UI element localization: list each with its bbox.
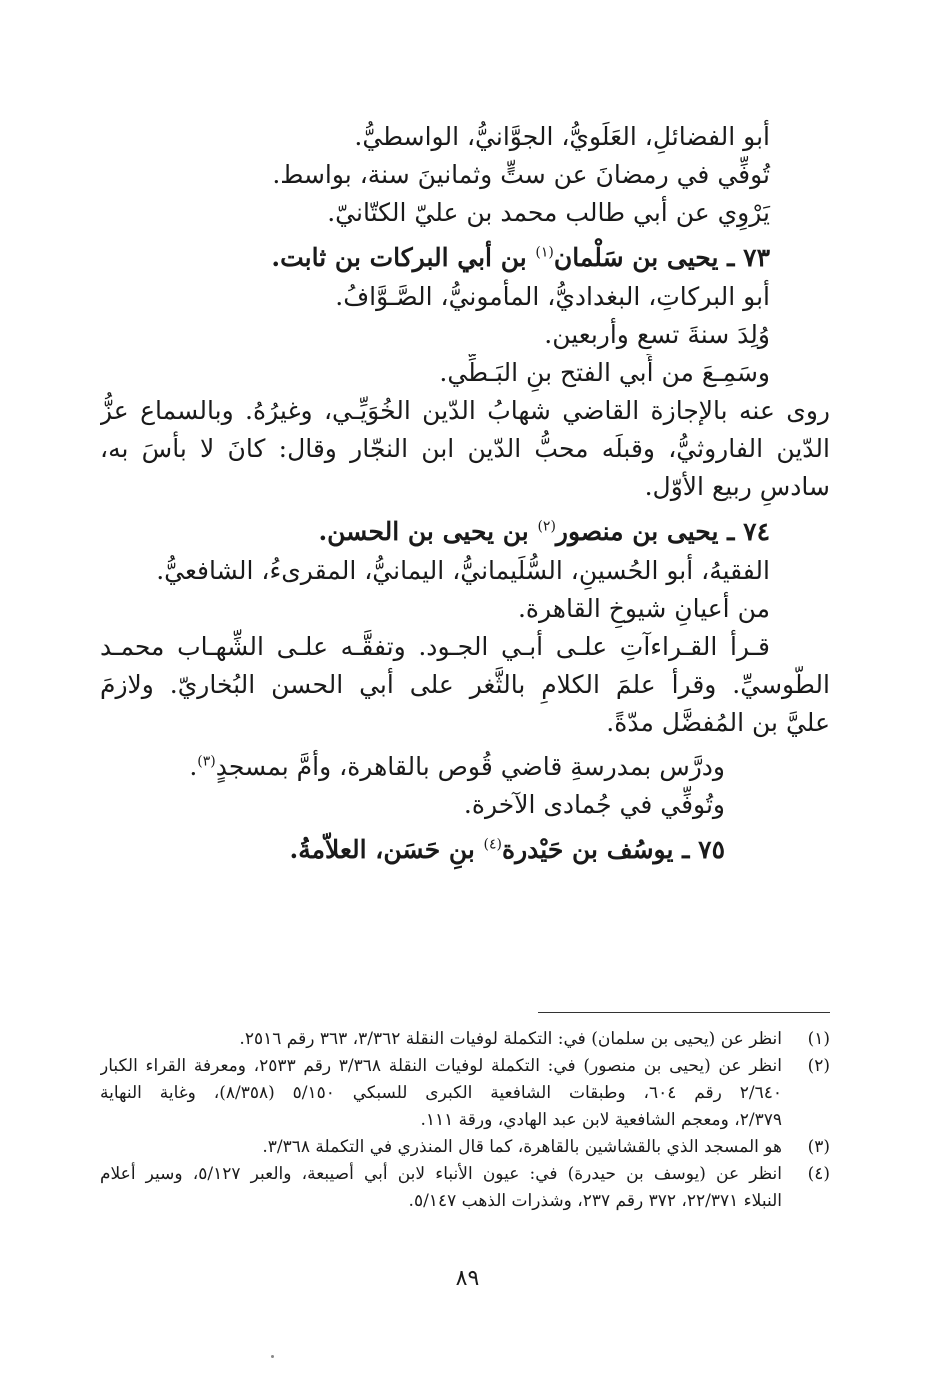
footnote-2 [100, 1053, 830, 1134]
footnote-body [100, 1134, 782, 1161]
footnote-number: (٤) [807, 1164, 830, 1184]
footnote-number: (١) [807, 1029, 830, 1049]
footnote-body [100, 1161, 782, 1215]
footnote-ref: (١) [535, 244, 554, 261]
footnote-ref: (٢) [537, 518, 556, 535]
entry-title: ٧٥ ـ يوسُف بن حَيْدرة [502, 835, 725, 864]
footnote-line: النبلاء ٢٢/٣٧١، ٣٧٢ رقم ٢٣٧، وشذرات الذهب ٥/١٤٧. [408, 1191, 782, 1211]
footnotes [100, 1026, 830, 1215]
main-text [100, 118, 830, 870]
entry-heading-74 [100, 512, 830, 552]
footnote-line: هو المسجد الذي بالقشاشين بالقاهرة، كما قال المنذري في التكملة ٣/٣٦٨. [262, 1137, 782, 1157]
footnote-line: انظر عن (يوسف بن حيدرة) في: عيون الأنباء لابن أبي أصيبعة، والعبر ٥/١٢٧، وسير أعلام [100, 1164, 782, 1184]
text-line: الفقيهُ، أبو الحُسينِ، السُّلَيمانيُّ، اليمانيُّ، المقرىءُ، الشافعيُّ. [156, 556, 770, 585]
text-line: من أعيانِ شيوخِ القاهرة. [517, 594, 770, 623]
entry-title: ٧٣ ـ يحيى بن سَلْمان [553, 243, 770, 272]
text-line: يَرْوِي عن أبي طالب محمد بن عليّ الكتّانيّ. [327, 198, 770, 227]
footnote-number: (٣) [807, 1137, 830, 1157]
footnote-3 [100, 1134, 830, 1161]
footnote-4 [100, 1161, 830, 1215]
text-line: عليَّ بن المُفضَّل مدّةً. [606, 708, 830, 737]
text-line: الطُّوسيِّ. وقرأ علمَ الكلامِ بالثَّغر على أبي الحسن البُخاريّ. ولازمَ [100, 670, 830, 699]
footnote-1 [100, 1026, 830, 1053]
footnote-divider [538, 1012, 830, 1013]
text-line: روى عنه بالإجازة القاضي شهابُ الدّين الخُوَيِّـي، وغيرُهُ. وبالسماع عزُّ [100, 396, 830, 425]
entry-heading-73 [100, 238, 830, 278]
page-number: ٨٩ [455, 1266, 480, 1291]
footnote-ref: (٤) [483, 836, 503, 853]
footnote-body [100, 1053, 782, 1134]
entry-title-rest: بن يحيى بن الحسن. [318, 517, 538, 546]
entry-title-rest: بن أبي البركات بن ثابت. [271, 243, 536, 272]
text-line [100, 748, 830, 786]
scan-speck [271, 1355, 274, 1358]
footnote-line: انظر عن (يحيى بن منصور) في: التكملة لوفيات النقلة ٣/٣٦٨ رقم ٢٥٣٣، ومعرفة القراء الكبار [100, 1056, 782, 1076]
entry-title: ٧٤ ـ يحيى بن منصور [555, 517, 770, 546]
text-line: سادسِ ربيع الأوّل. [644, 472, 830, 501]
text-segment: . [189, 752, 198, 781]
text-line: أبو البركاتِ، البغداديُّ، المأمونيُّ، الصَّـوَّافُ. [335, 282, 770, 311]
entry-title-rest: بنِ حَسَن، العلاّمةُ. [289, 835, 484, 864]
footnote-number: (٢) [807, 1056, 830, 1076]
text-line: وُلِدَ سنةَ تسع وأربعين. [544, 320, 770, 349]
footnote-line: انظر عن (يحيى بن سلمان) في: التكملة لوفيات النقلة ٣/٣٦٢، ٣٦٣ رقم ٢٥١٦. [239, 1029, 782, 1049]
text-line: أبو الفضائلِ، العَلَويُّ، الجوَّانيُّ، الواسطيُّ. [354, 122, 770, 151]
text-line: قـرأ القـراءآتِ علـى أبـي الجـود. وتفقَّـه علـى الشِّهـاب محمـد [100, 632, 770, 661]
footnote-body [100, 1026, 782, 1053]
footnote-ref: (٣) [197, 753, 216, 770]
text-line: الدّين الفاروثيُّ، وقبلَه محبُّ الدّين ابن النجّار وقال: كانَ لا بأسَ به، [100, 434, 830, 463]
text-line: تُوفِّي في رمضانَ عن ستٍّ وثمانينَ سنة، بواسط. [272, 160, 770, 189]
text-line: وتُوفِّي في جُمادى الآخرة. [463, 790, 725, 819]
text-line: وسَمِـعَ من أَبي الفتح بنِ البَـطِّي. [439, 358, 770, 387]
footnote-line: ٢/٣٧٩، ومعجم الشافعية لابن عبد الهادي، ورقة ١١١. [420, 1110, 782, 1130]
text-segment: ودرَّس بمدرسةِ قاضي قُوص بالقاهرة، وأمَّ بمسجدٍ [215, 752, 725, 781]
footnote-line: ٢/٦٤٠ رقم ٦٠٤، وطبقات الشافعية الكبرى للسبكي ٥/١٥٠ (٨/٣٥٨)، وغاية النهاية [100, 1083, 782, 1103]
entry-heading-75 [100, 830, 830, 870]
